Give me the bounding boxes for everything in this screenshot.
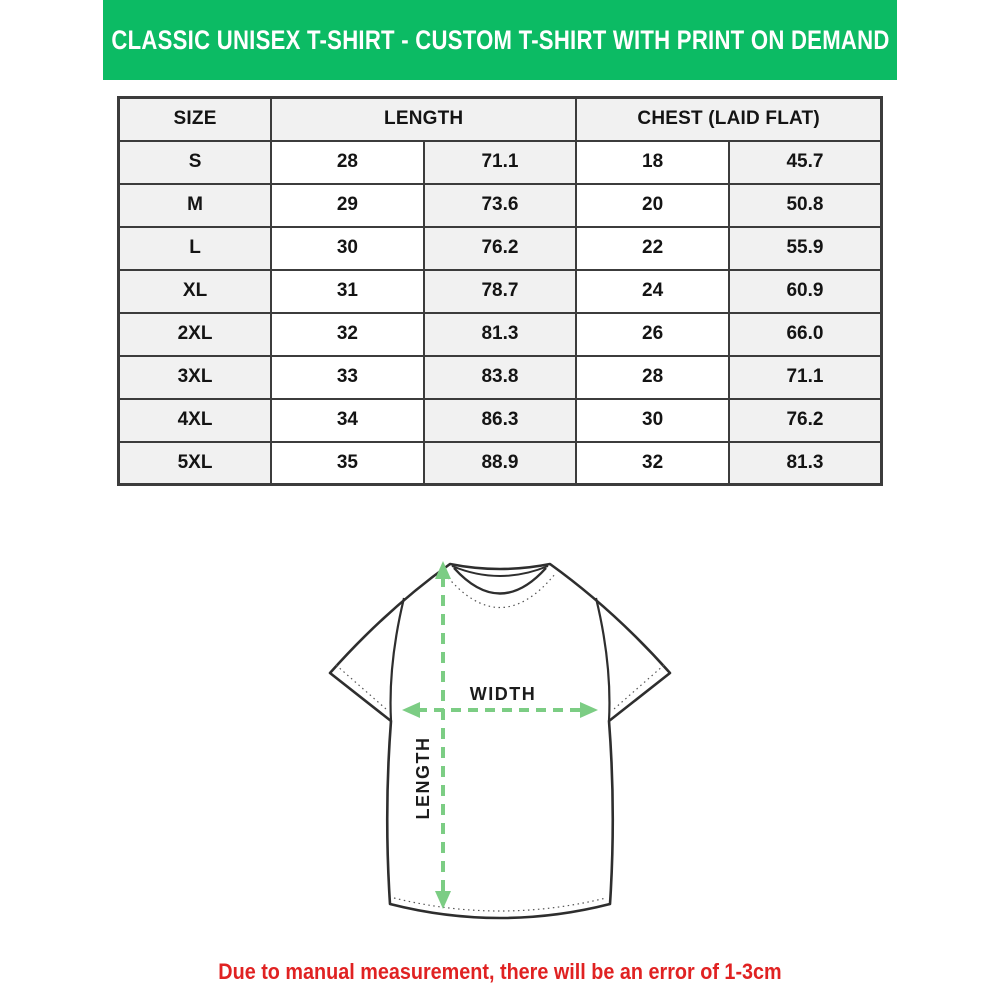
chest-cm-cell: 55.9 [729,227,882,270]
table-row [119,442,882,485]
table-row [119,313,882,356]
tshirt-outline [330,564,670,918]
size-cell: 3XL [119,356,272,399]
table-row [119,399,882,442]
length-cm-cell: 73.6 [424,184,577,227]
measurement-note [0,954,1000,990]
chest-cm-cell: 50.8 [729,184,882,227]
chest-cm-cell: 76.2 [729,399,882,442]
length-in-cell: 28 [271,141,424,184]
size-cell: 5XL [119,442,272,485]
chest-in-cell: 26 [576,313,729,356]
size-cell: M [119,184,272,227]
measurement-note-text: Due to manual measurement, there will be an error of 1-3cm [218,959,782,984]
length-label: LENGTH [413,736,433,820]
chest-in-cell: 22 [576,227,729,270]
length-in-cell: 34 [271,399,424,442]
table-row [119,356,882,399]
length-cm-cell: 76.2 [424,227,577,270]
size-cell: S [119,141,272,184]
chest-in-cell: 24 [576,270,729,313]
column-header-chest: CHEST (LAID FLAT) [576,98,881,141]
table-row [119,270,882,313]
tshirt-diagram-svg [320,550,680,926]
length-cm-cell: 83.8 [424,356,577,399]
size-cell: XL [119,270,272,313]
table-row [119,141,882,184]
chest-in-cell: 28 [576,356,729,399]
size-chart-header-row [119,98,882,141]
chest-in-cell: 20 [576,184,729,227]
chest-in-cell: 30 [576,399,729,442]
size-chart-table [117,96,883,486]
chest-cm-cell: 71.1 [729,356,882,399]
chest-cm-cell: 60.9 [729,270,882,313]
length-cm-cell: 81.3 [424,313,577,356]
length-in-cell: 32 [271,313,424,356]
title-banner [103,0,897,80]
length-cm-cell: 88.9 [424,442,577,485]
size-cell: L [119,227,272,270]
length-in-cell: 31 [271,270,424,313]
length-cm-cell: 86.3 [424,399,577,442]
length-in-cell: 33 [271,356,424,399]
chest-cm-cell: 45.7 [729,141,882,184]
length-in-cell: 30 [271,227,424,270]
chest-cm-cell: 66.0 [729,313,882,356]
column-header-size: SIZE [119,98,272,141]
chest-in-cell: 18 [576,141,729,184]
chest-cm-cell: 81.3 [729,442,882,485]
width-label: WIDTH [469,684,537,704]
chest-in-cell: 32 [576,442,729,485]
length-cm-cell: 78.7 [424,270,577,313]
size-cell: 2XL [119,313,272,356]
size-cell: 4XL [119,399,272,442]
table-row [119,227,882,270]
length-cm-cell: 71.1 [424,141,577,184]
column-header-length: LENGTH [271,98,576,141]
length-in-cell: 35 [271,442,424,485]
tshirt-measurement-diagram [320,550,680,926]
page-title: CLASSIC UNISEX T-SHIRT - CUSTOM T-SHIRT WITH PRINT ON DEMAND [110,24,890,55]
table-row [119,184,882,227]
length-in-cell: 29 [271,184,424,227]
